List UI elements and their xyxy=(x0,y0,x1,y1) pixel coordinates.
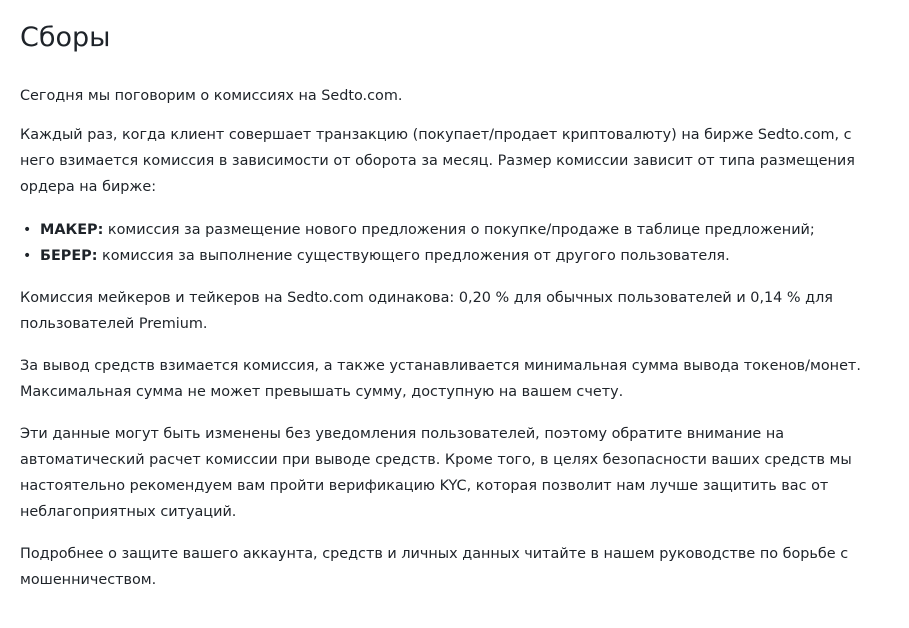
list-item-taker xyxy=(23,243,889,269)
page-title: Сборы xyxy=(20,22,111,53)
term-maker: МАКЕР: xyxy=(40,222,104,238)
bullet-icon: • xyxy=(23,248,32,264)
term-taker: БЕРЕР: xyxy=(40,248,98,264)
paragraph-notice: Эти данные могут быть изменены без уведомления пользователей, поэтому обратите внимание на автоматический расчет комиссии при выводе средств. Кроме того, в целях безопасности ваших средств мы настоятельно рекомендуем вам пройти верификацию KYC, которая позволит нам лучше защитить вас от неблагоприятных ситуаций. xyxy=(20,426,852,520)
bullet-icon: • xyxy=(23,222,32,238)
paragraph-rates: Комиссия мейкеров и тейкеров на Sedto.com одинакова: 0,20 % для обычных пользователей и 0,14 % для пользователей Premium. xyxy=(20,290,833,332)
definition-taker: комиссия за выполнение существующего предложения от другого пользователя. xyxy=(97,248,730,264)
paragraph-intro: Сегодня мы поговорим о комиссиях на Sedto.com. xyxy=(20,88,403,104)
paragraph-withdrawal: За вывод средств взимается комиссия, а также устанавливается минимальная сумма вывода токенов/монет. Максимальная сумма не может превышать сумму, доступную на вашем счету. xyxy=(20,358,861,400)
definition-maker: комиссия за размещение нового предложения о покупке/продаже в таблице предложений; xyxy=(103,222,815,238)
paragraph-transaction-fee: Каждый раз, когда клиент совершает транзакцию (покупает/продает криптовалюту) на бирже Sedto.com, с него взимается комиссия в зависимости от оборота за месяц. Размер комиссии зависит от типа размещения ордера на бирже: xyxy=(20,127,855,195)
list-item-maker xyxy=(23,217,889,243)
fee-types-list xyxy=(20,217,889,269)
paragraph-more-info: Подробнее о защите вашего аккаунта, средств и личных данных читайте в нашем руководстве по борьбе с мошенничеством. xyxy=(20,546,849,588)
